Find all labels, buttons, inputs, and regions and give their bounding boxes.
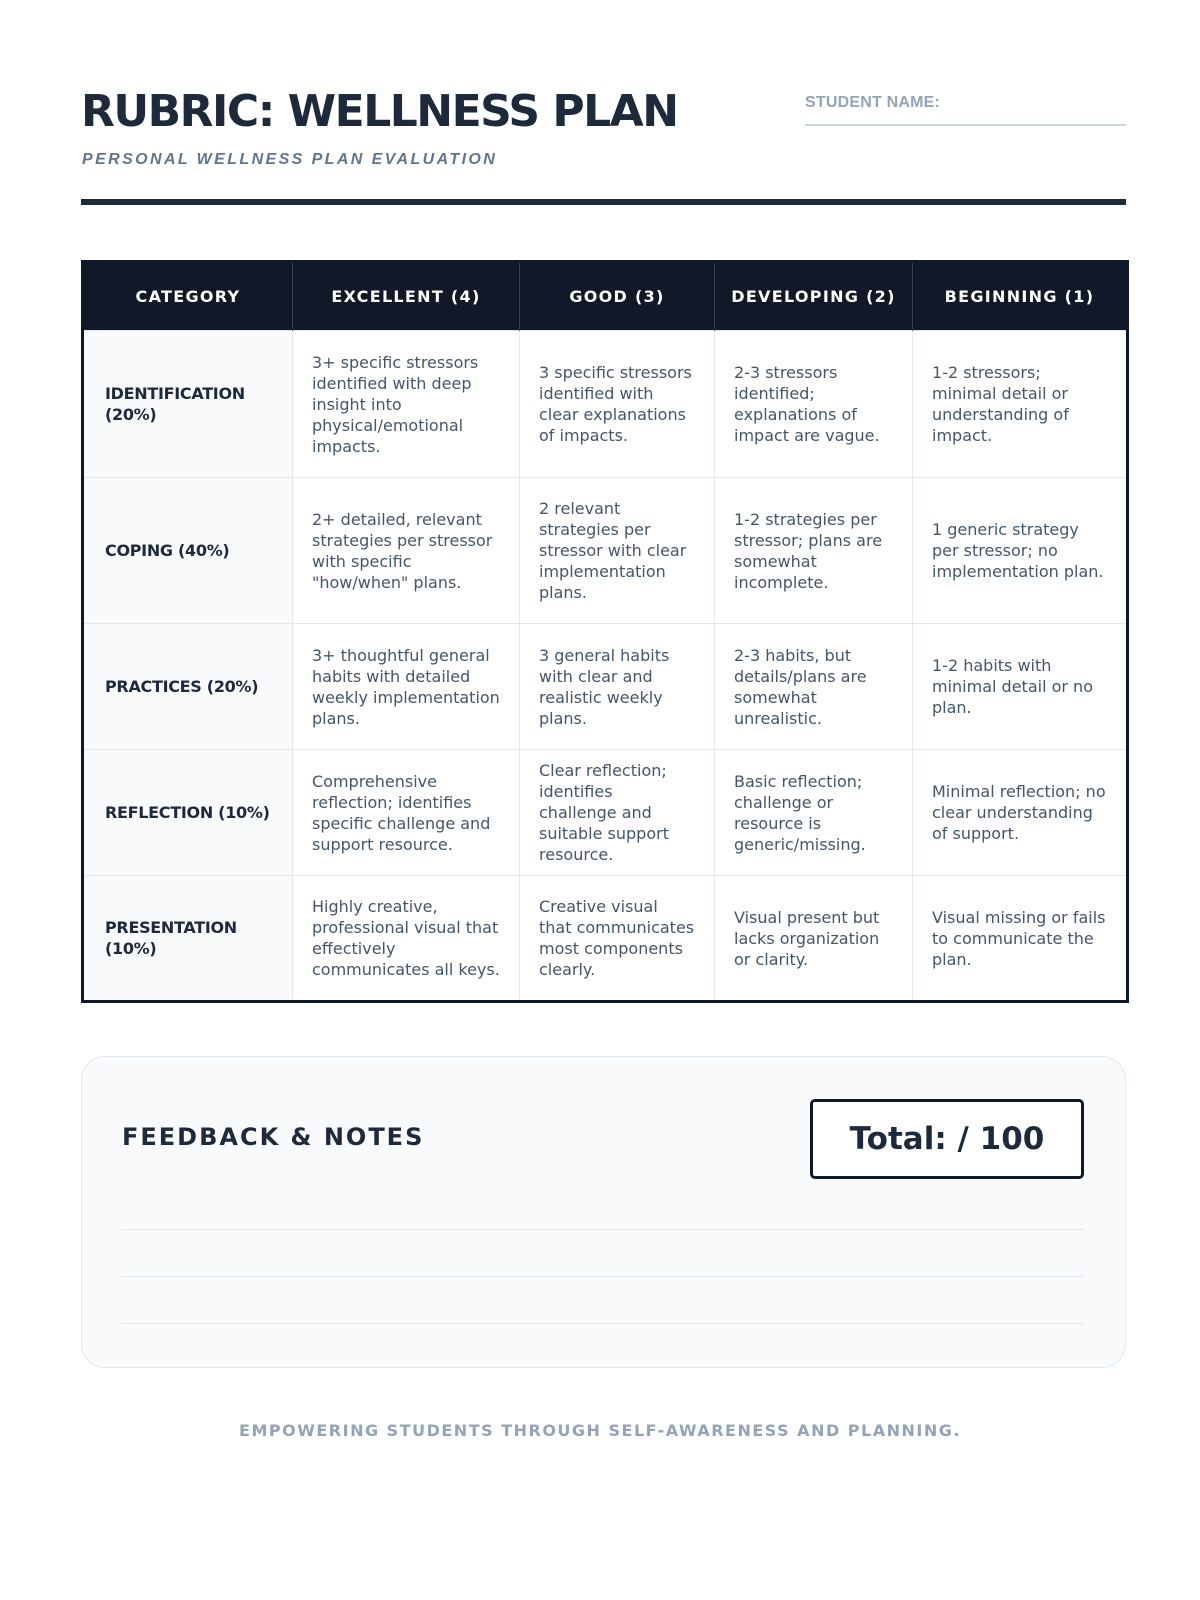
table-cell: 2-3 stressors identified; explanations of impact are vague. (715, 331, 913, 478)
page-subtitle: PERSONAL WELLNESS PLAN EVALUATION (82, 151, 498, 168)
row-category: PRACTICES (20%) (83, 624, 293, 750)
column-header-excellent: EXCELLENT (4) (293, 262, 520, 331)
column-header-good: GOOD (3) (520, 262, 715, 331)
header-divider (81, 199, 1126, 205)
row-category: COPING (40%) (83, 478, 293, 624)
table-cell: Basic reflection; challenge or resource is generic/missing. (715, 750, 913, 876)
page-title: RUBRIC: WELLNESS PLAN (81, 86, 678, 137)
table-cell: 2-3 habits, but details/plans are somewhat unrealistic. (715, 624, 913, 750)
table-cell: 1 generic strategy per stressor; no implementation plan. (913, 478, 1128, 624)
table-row (83, 624, 1128, 750)
row-category: PRESENTATION (10%) (83, 876, 293, 1002)
student-name-field[interactable] (805, 94, 1126, 126)
table-cell: Clear reflection; identifies challenge and suitable support resource. (520, 750, 715, 876)
student-name-label: STUDENT NAME: (805, 94, 941, 111)
table-cell: Minimal reflection; no clear understanding of support. (913, 750, 1128, 876)
table-cell: 3+ thoughtful general habits with detailed weekly implementation plans. (293, 624, 520, 750)
table-cell: 1-2 habits with minimal detail or no plan. (913, 624, 1128, 750)
table-row (83, 750, 1128, 876)
table-cell: 1-2 strategies per stressor; plans are somewhat incomplete. (715, 478, 913, 624)
table-row (83, 478, 1128, 624)
notes-line[interactable] (122, 1323, 1084, 1324)
feedback-title: FEEDBACK & NOTES (122, 1123, 425, 1151)
column-header-beginning: BEGINNING (1) (913, 262, 1128, 331)
table-cell: Comprehensive reflection; identifies specific challenge and support resource. (293, 750, 520, 876)
column-header-category: CATEGORY (83, 262, 293, 331)
table-cell: Visual present but lacks organization or clarity. (715, 876, 913, 1002)
table-row (83, 876, 1128, 1002)
notes-line[interactable] (122, 1229, 1084, 1230)
row-category: IDENTIFICATION (20%) (83, 331, 293, 478)
table-cell: 1-2 stressors; minimal detail or understanding of impact. (913, 331, 1128, 478)
rubric-table (81, 260, 1129, 1003)
notes-line[interactable] (122, 1276, 1084, 1277)
page-header (81, 82, 1126, 207)
table-cell: Highly creative, professional visual that effectively communicates all keys. (293, 876, 520, 1002)
table-row (83, 331, 1128, 478)
table-cell: Creative visual that communicates most components clearly. (520, 876, 715, 1002)
column-header-developing: DEVELOPING (2) (715, 262, 913, 331)
table-cell: 2 relevant strategies per stressor with clear implementation plans. (520, 478, 715, 624)
table-cell: 3+ specific stressors identified with deep insight into physical/emotional impacts. (293, 331, 520, 478)
table-header-row (83, 262, 1128, 331)
table-cell: 3 general habits with clear and realistic weekly plans. (520, 624, 715, 750)
feedback-panel (81, 1056, 1126, 1368)
row-category: REFLECTION (10%) (83, 750, 293, 876)
table-cell: Visual missing or fails to communicate the plan. (913, 876, 1128, 1002)
footer-tagline: EMPOWERING STUDENTS THROUGH SELF-AWARENESS AND PLANNING. (239, 1421, 961, 1440)
total-score-box[interactable]: Total: / 100 (810, 1099, 1084, 1179)
table-cell: 2+ detailed, relevant strategies per stressor with specific "how/when" plans. (293, 478, 520, 624)
table-cell: 3 specific stressors identified with clear explanations of impacts. (520, 331, 715, 478)
